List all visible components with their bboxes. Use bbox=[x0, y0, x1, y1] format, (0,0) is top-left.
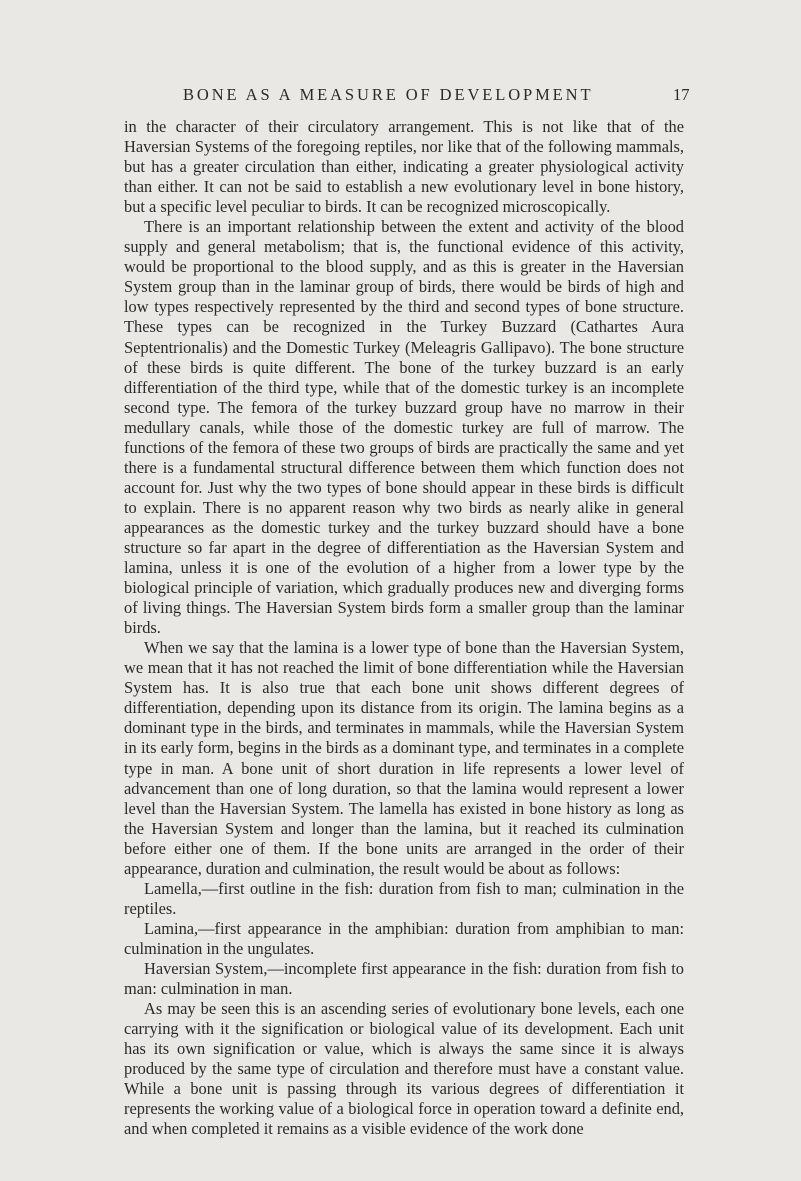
running-head bbox=[0, 85, 801, 109]
page-number: 17 bbox=[673, 85, 690, 104]
paragraph-continuation: in the character of their circulatory arrangement. This is not like that of the Haversian Systems of the foregoing reptiles, nor like that of the following mammals, but has a greater circulation than either, indicating a greater physiological activity than either. It can not be said to establish a new evolutionary level in bone history, but a specific level peculiar to birds. It can be recognized microscopically. bbox=[124, 117, 684, 217]
list-item-lamina: Lamina,—first appearance in the amphibian: duration from amphibian to man: culmination in the ungulates. bbox=[124, 918, 684, 958]
paragraph-lamina-vs-haversian: When we say that the lamina is a lower type of bone than the Haversian System, we mean that it has not reached the limit of bone differentiation while the Haversian System has. It is also true that each bone unit shows different degrees of differentiation, depending upon its distance from its origin. The lamina begins as a dominant type in the birds, and terminates in mammals, while the Haversian System in its early form, begins in the birds as a dominant type, and terminates in a complete type in man. A bone unit of short duration in life represents a lower level of advancement than one of long duration, so that the lamina would represent a lower level than the Haversian System. The lamella has existed in bone history as long as the Haversian System and longer than the lamina, but it reached its culmination before either one of them. If the bone units are arranged in the order of their appearance, duration and culmination, the result would be about as follows: bbox=[124, 638, 684, 878]
list-item-haversian-system: Haversian System,—incomplete first appearance in the fish: duration from fish to man: culmination in man. bbox=[124, 958, 684, 999]
running-title: BONE AS A MEASURE OF DEVELOPMENT bbox=[183, 85, 594, 104]
paragraph-blood-supply: There is an important relationship between the extent and activity of the blood supply and general metabolism; that is, the functional evidence of this activity, would be proportional to the blood supply, and as this is greater in the Haversian System group than in the laminar group of birds, there would be birds of high and low types respectively represented by the third and second types of bone structure. These types can be recognized in the Turkey Buzzard (Cathartes Aura Septentrionalis) and the Domestic Turkey (Meleagris Gallipavo). The bone structure of these birds is quite different. The bone of the turkey buzzard is an early differentiation of the third type, while that of the domestic turkey is an incomplete second type. The femora of the turkey buzzard group have no marrow in their medullary canals, while those of the domestic turkey are full of marrow. The functions of the femora of these two groups of birds are practically the same and yet there is a fundamental structural difference between them which function does not account for. Just why the two types of bone should appear in these birds is difficult to explain. There is no apparent reason why two birds as nearly alike in general appearances as the domestic turkey and the turkey buzzard should have a bone structure so far apart in the degree of differentiation as the Haversian System and lamina, unless it is one of the evolution of a higher from a lower type by the biological principle of variation, which gradually produces new and diverging forms of living things. The Haversian System birds form a smaller group than the laminar birds. bbox=[124, 217, 684, 638]
body-text bbox=[124, 117, 684, 1139]
paragraph-ascending-series: As may be seen this is an ascending series of evolutionary bone levels, each one carrying with it the signification or biological value of its development. Each unit has its own signification or value, which is always the same since it is always produced by the same type of circulation and therefore must have a constant value. While a bone unit is passing through its various degrees of differentiation it represents the working value of a biological force in operation toward a definite end, and when completed it remains as a visible evidence of the work done bbox=[124, 999, 684, 1139]
list-item-lamella: Lamella,—first outline in the fish: duration from fish to man; culmination in the reptiles. bbox=[124, 878, 684, 918]
